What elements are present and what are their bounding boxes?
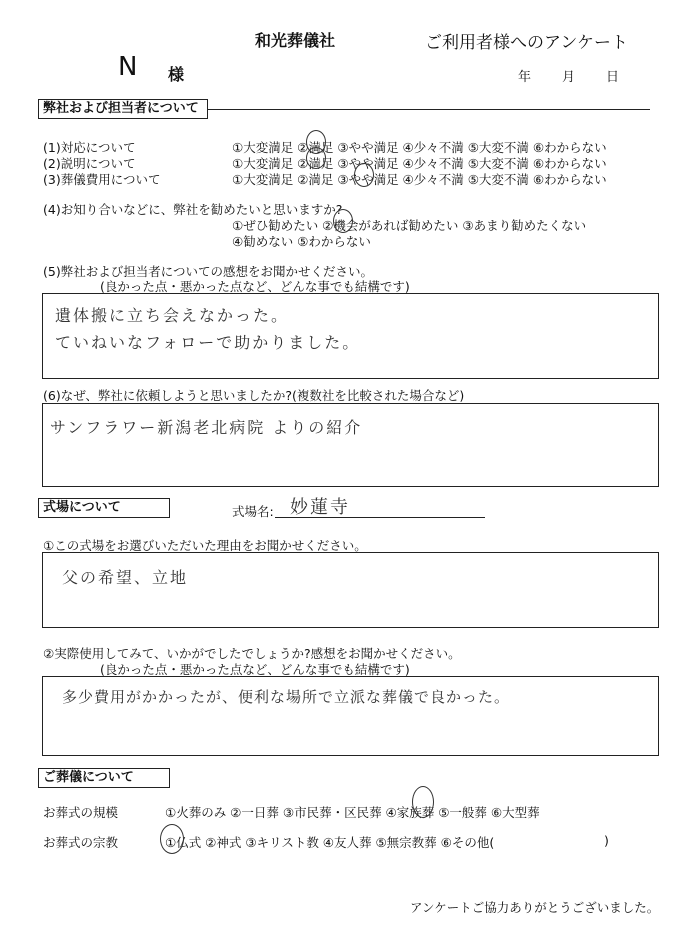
section3-title: ご葬儀について [38, 768, 170, 788]
q3-answer-mark [354, 163, 374, 187]
venue-q2-label: ②実際使用してみて、いかがでしたでしょうか?感想をお聞かせください。 [43, 646, 461, 661]
q3-options: ①大変満足 ②満足 ③やや満足 ④少々不満 ⑤大変不満 ⑥わからない [232, 172, 607, 187]
q5-label: (5)弊社および担当者についての感想をお聞かせください。 [43, 264, 373, 279]
q4-answer-mark [333, 209, 353, 233]
q3-label: (3)葬儀費用について [43, 172, 161, 187]
q2-answer-mark [306, 147, 326, 169]
date-year: 年 [518, 70, 532, 85]
q2-label: (2)説明について [43, 156, 136, 171]
date-month: 月 [562, 70, 576, 85]
scale-answer-mark [412, 786, 434, 818]
venue-q1-answer-box [42, 552, 659, 628]
customer-name: N [118, 52, 138, 82]
q4-label: (4)お知り合いなどに、弊社を勧めたいと思いますか? [43, 202, 343, 217]
q6-answer: サンフラワー新潟老北病院 よりの紹介 [50, 418, 363, 437]
scale-label: お葬式の規模 [43, 805, 119, 820]
venue-value: 妙蓮寺 [290, 497, 350, 518]
venue-q2-hint: (良かった点・悪かった点など、どんな事でも結構です) [100, 662, 410, 677]
q1-label: (1)対応について [43, 140, 136, 155]
religion-close-paren: ) [604, 833, 609, 848]
date-day: 日 [606, 70, 620, 85]
religion-answer-mark [160, 824, 184, 854]
q6-label: (6)なぜ、弊社に依頼しようと思いましたか?(複数社を比較された場合など) [43, 388, 465, 403]
venue-label: 式場名: [232, 504, 274, 519]
venue-q1-answer: 父の希望、立地 [62, 568, 189, 587]
venue-q1-label: ①この式場をお選びいただいた理由をお聞かせください。 [43, 538, 367, 553]
section2-title: 式場について [38, 498, 170, 518]
q1-options: ①大変満足 ②満足 ③やや満足 ④少々不満 ⑤大変不満 ⑥わからない [232, 140, 607, 155]
religion-label: お葬式の宗教 [43, 835, 119, 850]
q4-options-line2: ④勧めない ⑤わからない [232, 234, 371, 249]
survey-title: ご利用者様へのアンケート [425, 33, 628, 53]
q5-answer-line2: ていねいなフォローで助かりました。 [55, 333, 361, 352]
company-name: 和光葬儀社 [255, 31, 336, 50]
footer-thanks: アンケートご協力ありがとうございました。 [410, 900, 660, 915]
q4-options-line1: ①ぜひ勧めたい ②機会があれば勧めたい ③あまり勧めたくない [232, 218, 587, 233]
q5-answer-line1: 遺体搬に立ち会えなかった。 [55, 306, 290, 325]
venue-q2-answer: 多少費用がかかったが、便利な場所で立派な葬儀で良かった。 [62, 688, 511, 706]
q5-hint: (良かった点・悪かった点など、どんな事でも結構です) [100, 279, 410, 294]
religion-options: ①仏式 ②神式 ③キリスト教 ④友人葬 ⑤無宗教葬 ⑥その他( [165, 835, 495, 850]
q2-options: ①大変満足 ②満足 ③やや満足 ④少々不満 ⑤大変不満 ⑥わからない [232, 156, 607, 171]
customer-suffix: 様 [168, 65, 185, 84]
section1-title: 弊社および担当者について [38, 99, 208, 119]
venue-underline [275, 517, 485, 518]
scale-options: ①火葬のみ ②一日葬 ③市民葬・区民葬 ④家族葬 ⑤一般葬 ⑥大型葬 [165, 805, 540, 820]
